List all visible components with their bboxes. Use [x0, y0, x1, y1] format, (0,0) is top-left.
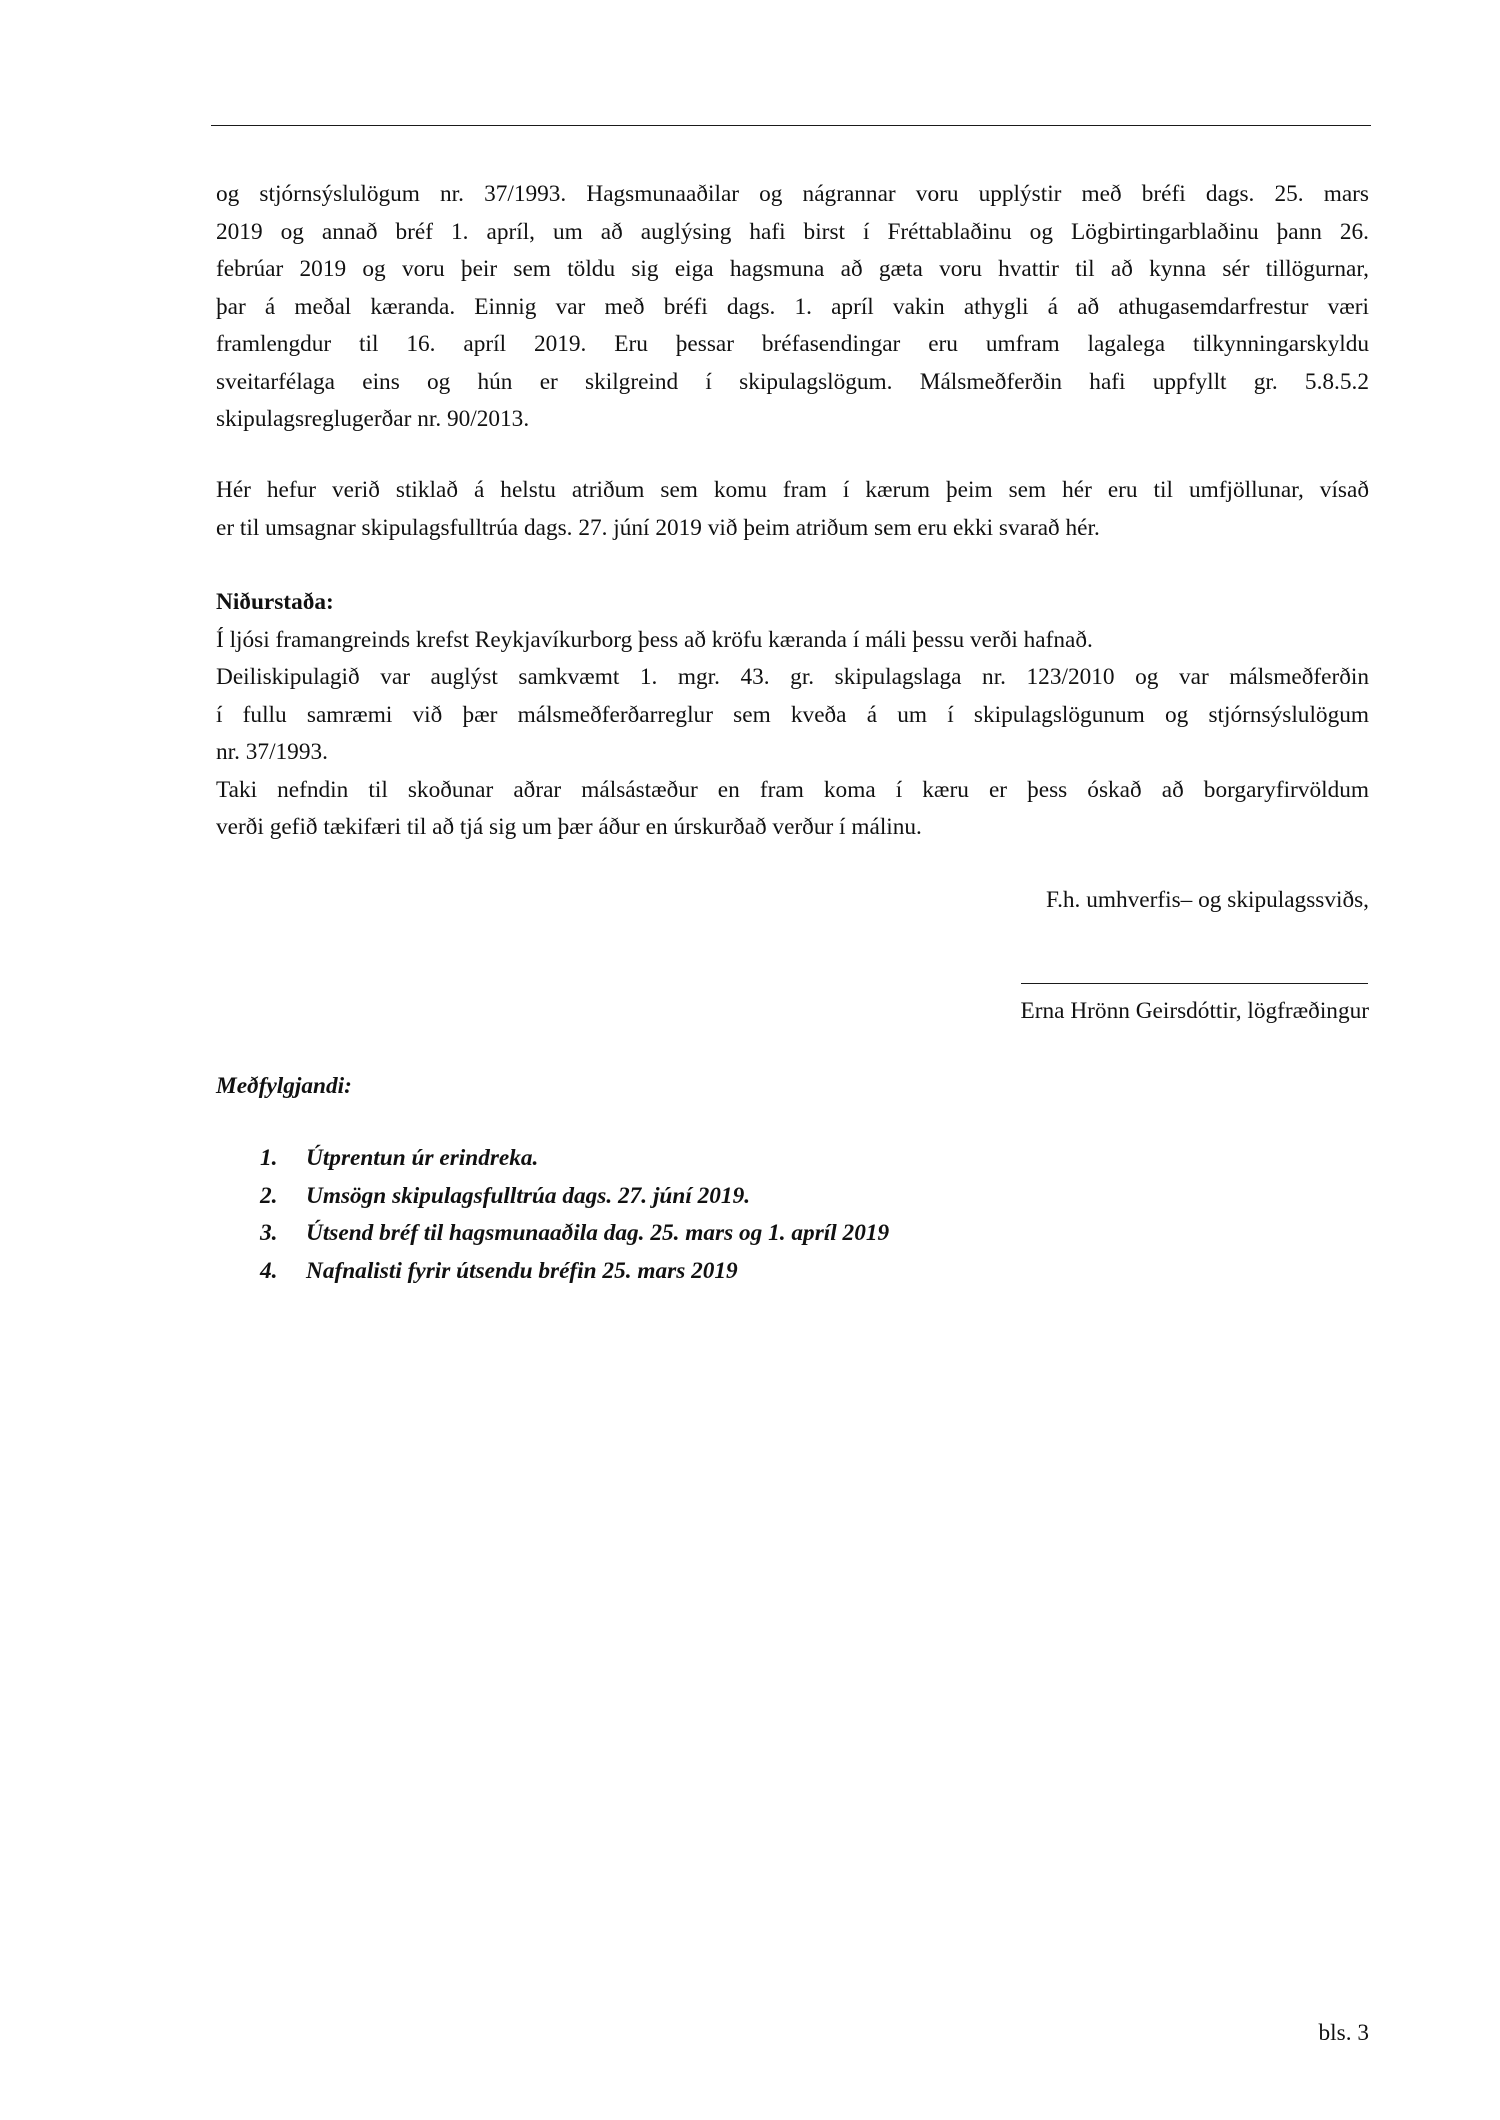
- paragraph-line: Hér hefur verið stiklað á helstu atriðum sem komu fram í kærum þeim sem hér eru til umfjöllunar, vísað: [216, 477, 1369, 503]
- paragraph-procedure: [216, 176, 1369, 439]
- list-item-text: Útsend bréf til hagsmunaaðila dag. 25. mars og 1. apríl 2019: [306, 1220, 890, 1246]
- conclusion-section: [216, 584, 1369, 847]
- signature-line: [1021, 983, 1368, 984]
- paragraph-line: sveitarfélaga eins og hún er skilgreind í skipulagslögum. Málsmeðferðin hafi uppfyllt gr. 5.8.5.2: [216, 368, 1369, 395]
- attachments-heading: Meðfylgjandi:: [216, 1073, 352, 1099]
- list-item-text: Nafnalisti fyrir útsendu bréfin 25. mars 2019: [306, 1257, 738, 1284]
- attachments-list: [260, 1140, 889, 1290]
- conclusion-line: nr. 37/1993.: [216, 739, 328, 765]
- paragraph-line: og stjórnsýslulögum nr. 37/1993. Hagsmunaaðilar og nágrannar voru upplýstir með bréfi dags. 25. mars: [216, 181, 1369, 207]
- list-item-text: Umsögn skipulagsfulltrúa dags. 27. júní 2019.: [306, 1182, 751, 1209]
- sign-off: F.h. umhverfis– og skipulagssviðs,: [1045, 887, 1369, 913]
- conclusion-heading: Niðurstaða:: [216, 589, 334, 615]
- page-number: bls. 3: [1318, 2020, 1369, 2046]
- conclusion-line: Taki nefndin til skoðunar aðrar málsástæður en fram koma í kæru er þess óskað að borgaryfirvöldum: [216, 776, 1369, 803]
- paragraph-line: þar á meðal kæranda. Einnig var með bréfi dags. 1. apríl vakin athygli á að athugasemdarfrestur væri: [216, 293, 1369, 320]
- list-item-text: Útprentun úr erindreka.: [306, 1145, 539, 1171]
- conclusion-line: í fullu samræmi við þær málsmeðferðarreglur sem kveða á um í skipulagslögunum og stjórnsýslulögum: [216, 701, 1369, 728]
- conclusion-line: verði gefið tækifæri til að tjá sig um þær áður en úrskurðað verður í málinu.: [216, 814, 922, 840]
- list-item-number: 4.: [260, 1257, 278, 1284]
- list-item-number: 1.: [260, 1145, 278, 1171]
- paragraph-line: framlengdur til 16. apríl 2019. Eru þessar bréfasendingar eru umfram lagalega tilkynningarskyldu: [216, 331, 1369, 357]
- paragraph-line: febrúar 2019 og voru þeir sem töldu sig eiga hagsmuna að gæta voru hvattir til að kynna sér tillögurnar,: [216, 256, 1369, 282]
- header-rule: [211, 125, 1371, 126]
- list-item: [260, 1215, 889, 1253]
- paragraph-line: 2019 og annað bréf 1. apríl, um að auglýsing hafi birst í Fréttablaðinu og Lögbirtingarblaðinu þann 26.: [216, 218, 1369, 245]
- list-item: [260, 1253, 889, 1291]
- conclusion-line: Í ljósi framangreinds krefst Reykjavíkurborg þess að kröfu kæranda í máli þessu verði hafnað.: [216, 626, 1093, 653]
- paragraph-line: skipulagsreglugerðar nr. 90/2013.: [216, 406, 530, 432]
- list-item: [260, 1140, 889, 1178]
- list-item: [260, 1178, 889, 1216]
- paragraph-line: er til umsagnar skipulagsfulltrúa dags. 27. júní 2019 við þeim atriðum sem eru ekki svarað hér.: [216, 514, 1100, 541]
- conclusion-line: Deiliskipulagið var auglýst samkvæmt 1. mgr. 43. gr. skipulagslaga nr. 123/2010 og var málsmeðferðin: [216, 664, 1369, 690]
- paragraph-summary: [216, 472, 1369, 547]
- signer-name: Erna Hrönn Geirsdóttir, lögfræðingur: [1020, 998, 1369, 1024]
- list-item-number: 3.: [260, 1220, 278, 1246]
- list-item-number: 2.: [260, 1182, 278, 1209]
